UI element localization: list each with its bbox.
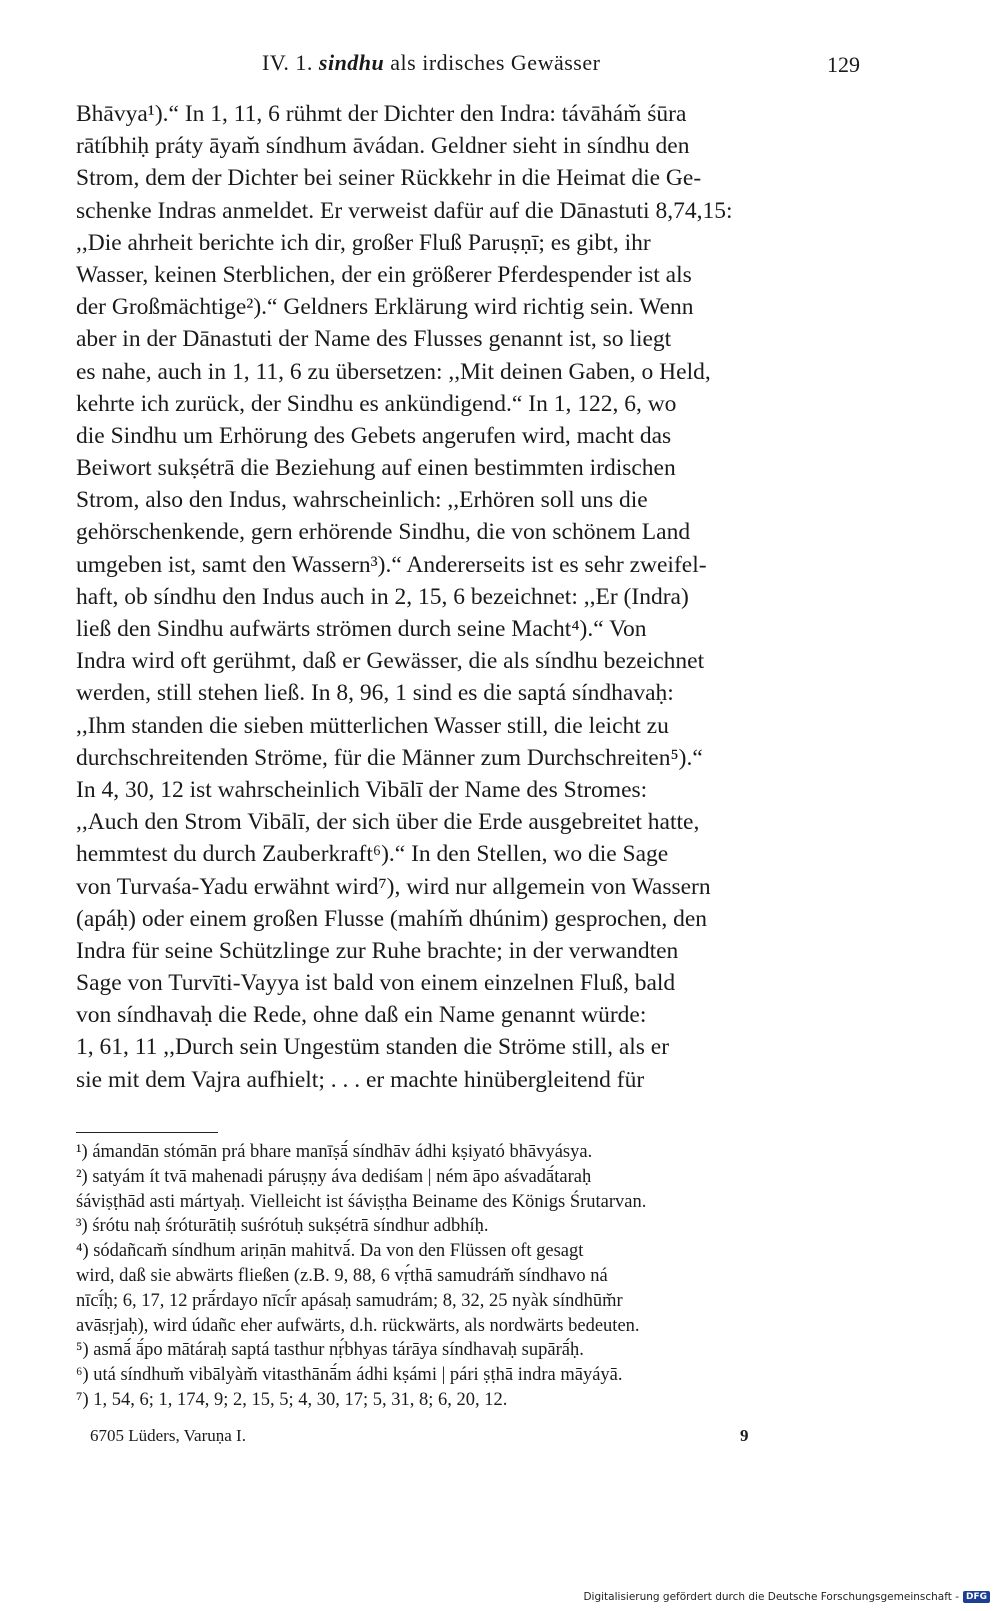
footnote-divider (76, 1132, 218, 1133)
footnote-line: śáviṣṭhād asti mártyaḥ. Vielleicht ist śáviṣṭha Beiname des Königs Śrutarvan. (76, 1191, 647, 1212)
footnote-line: nīcī́ḥ; 6, 17, 12 prā́rdayo nīcī́r apásaḥ samudrám; 8, 32, 25 nyàk síndhūm̆r (76, 1290, 623, 1311)
text-line: 1, 61, 11 ,,Durch sein Ungestüm standen die Ströme still, als er (76, 1034, 670, 1061)
footnote-line: ³) śrótu naḥ śróturātiḥ suśrótuḥ sukṣétrā síndhur adbhíḥ. (76, 1216, 489, 1237)
text-line: Indra wird oft gerühmt, daß er Gewässer, die als síndhu bezeichnet (76, 648, 705, 675)
main-text (76, 98, 862, 1096)
printer-signature: 6705 Lüders, Varuṇa I. (90, 1426, 246, 1445)
digitization-credit (583, 1591, 990, 1603)
running-title: IV. 1. sindhu als irdisches Gewässer (262, 50, 601, 75)
text-line: von Turvaśa-Yadu erwähnt wird⁷), wird nur allgemein von Wassern (76, 873, 711, 900)
footnote-line: wird, daß sie abwärts fließen (z.B. 9, 88, 6 vṛ́thā samudrám̆ síndhavo ná (76, 1265, 608, 1286)
text-line: In 4, 30, 12 ist wahrscheinlich Vibālī der Name des Stromes: (76, 776, 648, 803)
page-footer (90, 1426, 790, 1454)
footnote-line: ²) satyám ít tvā mahenadi páruṣṇy áva dediśam | ném āpo aśvadā́taraḥ (76, 1166, 592, 1187)
footnote-line: ¹) ámandān stómān prá bhare manīṣā́ síndhāv ádhi kṣiyató bhāvyásya. (76, 1142, 593, 1162)
credit-text: Digitalisierung gefördert durch die Deutsche Forschungsgemeinschaft - (583, 1591, 959, 1603)
footnote-line: ⁷) 1, 54, 6; 1, 174, 9; 2, 15, 5; 4, 30, 17; 5, 31, 8; 6, 20, 12. (76, 1389, 508, 1410)
text-line: Strom, also den Indus, wahrscheinlich: ,,Erhören soll uns die (76, 487, 648, 514)
text-line: aber in der Dānastuti der Name des Flusses genannt ist, so liegt (76, 326, 672, 353)
text-line: umgeben ist, samt den Wassern³).“ Andererseits ist es sehr zweifel- (76, 551, 707, 578)
text-line: Beiwort sukṣétrā die Beziehung auf einen bestimmten irdischen (76, 455, 676, 482)
text-line: schenke Indras anmeldet. Er verweist dafür auf die Dānastuti 8,74,15: (76, 197, 733, 224)
text-line: durchschreitenden Ströme, für die Männer zum Durchschreiten⁵).“ (76, 744, 703, 771)
text-line: es nahe, auch in 1, 11, 6 zu übersetzen: ,,Mit deinen Gaben, o Held, (76, 358, 711, 385)
text-line: (apáḥ) oder einem großen Flusse (mahím̆ dhúnim) gesprochen, den (76, 905, 708, 932)
text-line: der Großmächtige²).“ Geldners Erklärung wird richtig sein. Wenn (76, 294, 694, 321)
text-line: sie mit dem Vajra aufhielt; . . . er machte hinübergleitend für (76, 1066, 645, 1093)
running-header (0, 50, 1000, 86)
text-line: Indra für seine Schützlinge zur Ruhe brachte; in der verwandten (76, 937, 679, 964)
text-line: ,,Auch den Strom Vibālī, der sich über die Erde ausgebreitet hatte, (76, 809, 700, 836)
footnote-line: ⁶) utá síndhum̆ vibālyàm̆ vitasthānā́m ádhi kṣámi | pári ṣṭhā indra māyáyā. (76, 1365, 623, 1386)
text-line: Bhāvya¹).“ In 1, 11, 6 rühmt der Dichter den Indra: távāhám̆ śūra (76, 101, 687, 127)
text-line: Wasser, keinen Sterblichen, der ein größerer Pferdespender ist als (76, 261, 692, 288)
text-line: Sage von Turvīti-Vayya ist bald von einem einzelnen Fluß, bald (76, 970, 676, 997)
text-line: rātíbhiḥ práty āyam̆ síndhum āvádan. Geldner sieht in síndhu den (76, 133, 690, 160)
footnote-line: avāsṛjaḥ), wird údañc eher aufwärts, d.h. rückwärts, als nordwärts bedeuten. (76, 1315, 640, 1336)
text-line: ,,Ihm standen die sieben mütterlichen Wasser still, die leicht zu (76, 712, 669, 739)
text-line: die Sindhu um Erhörung des Gebets angerufen wird, macht das (76, 422, 672, 449)
text-line: haft, ob síndhu den Indus auch in 2, 15, 6 bezeichnet: ,,Er (Indra) (76, 583, 689, 610)
footnote-line: ⁴) sódañcam̆ síndhum ariṇān mahitvā́. Da von den Flüssen oft gesagt (76, 1241, 584, 1262)
text-line: kehrte ich zurück, der Sindhu es ankündigend.“ In 1, 122, 6, wo (76, 390, 677, 417)
dfg-logo-icon: DFG (963, 1591, 990, 1603)
text-line: ließ den Sindhu aufwärts strömen durch seine Macht⁴).“ Von (76, 616, 647, 642)
text-line: werden, still stehen ließ. In 8, 96, 1 sind es die saptá síndhavaḥ: (76, 680, 674, 707)
footnote-line: ⁵) asmā́ ā́po mātáraḥ saptá tasthur nṛ́bhyas tárāya síndhavaḥ supārā́ḥ. (76, 1340, 584, 1361)
text-line: gehörschenkende, gern erhörende Sindhu, die von schönem Land (76, 519, 691, 546)
text-line: von síndhavaḥ die Rede, ohne daß ein Name genannt würde: (76, 1002, 647, 1029)
text-line: Strom, dem der Dichter bei seiner Rückkehr in die Heimat die Ge- (76, 165, 702, 192)
signature-mark: 9 (740, 1426, 749, 1445)
text-line: ,,Die ahrheit berichte ich dir, großer Fluß Paruṣṇī; es gibt, ihr (76, 229, 651, 256)
text-line: hemmtest du durch Zauberkraft⁶).“ In den Stellen, wo die Sage (76, 841, 669, 868)
footnotes (76, 1140, 862, 1413)
page-number: 129 (827, 52, 860, 77)
